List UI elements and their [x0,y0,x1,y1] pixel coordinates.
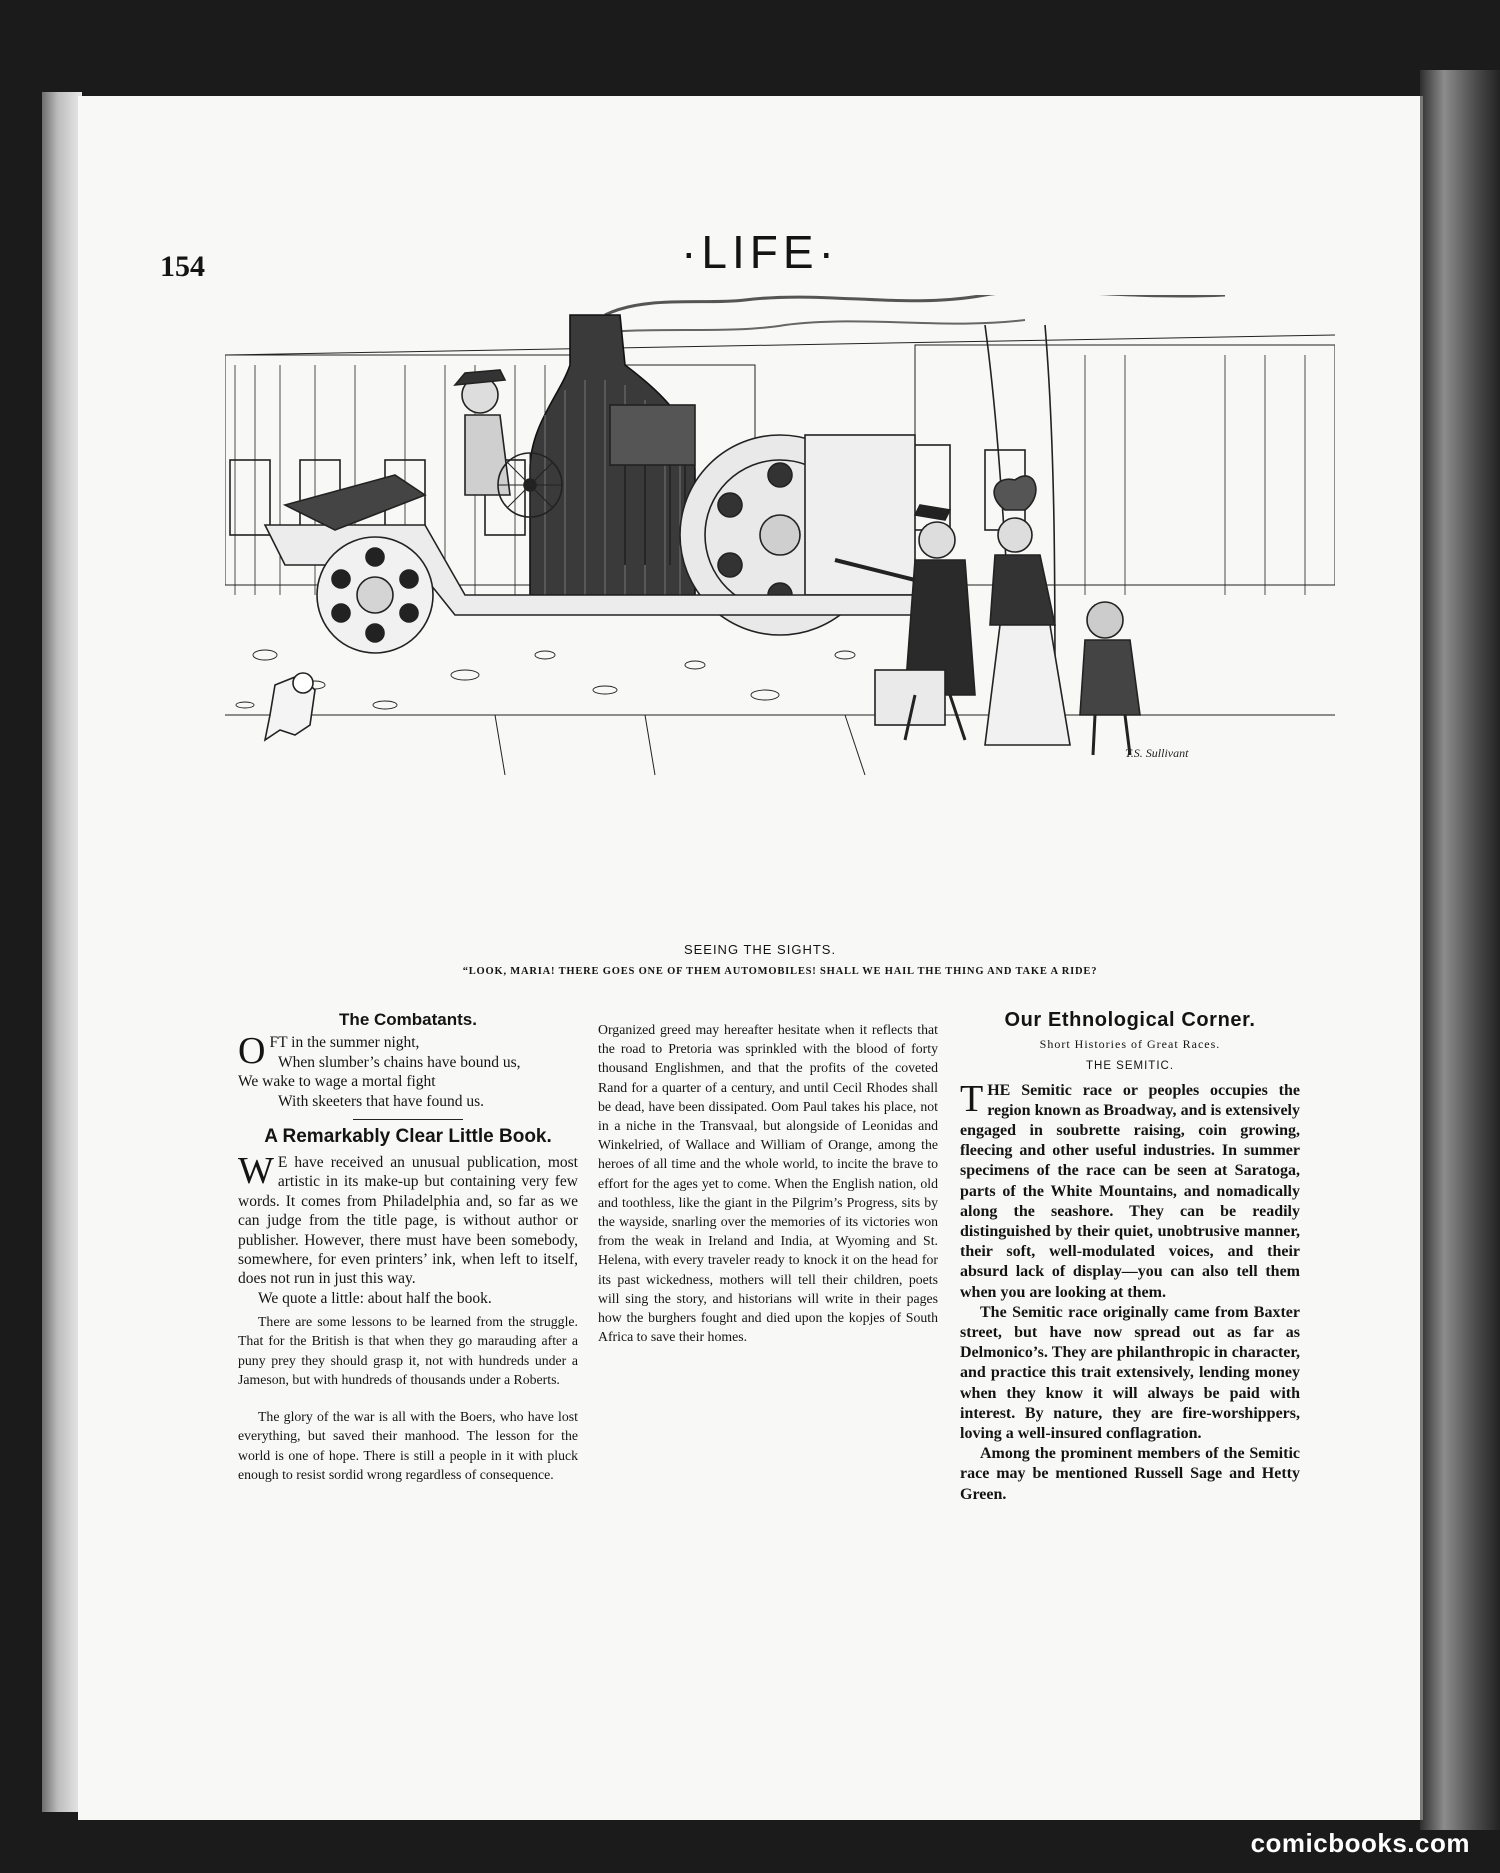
poem-line: With skeeters that have found us. [278,1092,484,1110]
book-quote: There are some lessons to be learned from the struggle. That for the British is that when they go marauding after a puny prey they should grasp it, not with hundreds under a Jameson, but with hundreds of thousands under a Roberts. [238,1314,578,1387]
section-divider [353,1119,463,1120]
drop-cap: O [238,1030,266,1073]
ethnology-title: Our Ethnological Corner. [1004,1009,1256,1031]
poem-line: We wake to wage a mortal fight [238,1073,436,1091]
book-paragraph: W E have received an unusual publication, most artistic in its make-up but containing very few words. It comes from Philadelphia and, so far as we can judge from the title page, is without author or publisher. However, there must have been somebody, somewhere, for even printers’ ink, when left to itself, does not run in just this way. [238,1150,578,1288]
combatants-title: The Combatants. [339,1010,477,1029]
ethnology-paragraph: The Semitic race originally came from Baxter street, but have now spread out as far as Delmonico’s. They are philanthropic in character, and practice this trait extensively, lending money when they know it will always be paid with interest. By nature, they are fire-worshippers, loving a well-insured conflagration. [960,1303,1300,1443]
book-spine [42,92,82,1812]
column-middle [598,1020,938,1346]
cartoon-illustration [225,295,1335,917]
ethnology-section: THE SEMITIC. [1085,1060,1175,1073]
steam-automobile-drawing [225,295,1335,917]
book-quote: The glory of the war is all with the Boers, who have lost everything, but saved their manhood. The lesson for the world is one of hope. There is still a people in it with pluck enough to resist sordid wrong regardless of consequence. [238,1409,578,1482]
next-page-edge [1420,70,1500,1830]
book-quote: Organized greed may hereafter hesitate when it reflects that the road to Pretoria was sprinkled with the blood of forty thousand Englishmen, and that the profits of the coveted Rand for a quarter of a century, and until Cecil Rhodes shall be dead, have been dissipated. Oom Paul takes his place, not in a niche in the Transvaal, but alongside of Leonidas and Winkelried, of Wallace and William of Orange, among the heroes of all time and the whole world, to incite the brave to effort for the ages yet to come. When the English nation, old and toothless, like the giant in the Pilgrim’s Progress, sits by the wayside, snarling over the memories of its victories won from the weak in Ireland and India, at Wyoming and St. Helena, with every traveler ready to knock it on the head for its past wickedness, mothers will tell their children, poets will sing the story, and historians will write in their pages how the burghers fought and died upon the kopjes of South Africa to save their homes. [598,1022,938,1345]
poem-line: FT in the summer night, [269,1034,420,1052]
drop-cap: W [238,1150,274,1193]
ethnology-paragraph: THE Semitic race or peoples occupies the region known as Broadway, and is extensively engaged in soubrette raising, coin growing, fleecing and other useful industries. In summer specimens of the race can be seen at Saratoga, parts of the White Mountains, and nomadically along the seashore. They can be readily distinguished by their quiet, unobtrusive manner, their soft, well-modulated voices, and their absurd lack of display—you can also tell them when you are looking at them. [960,1077,1300,1301]
column-left [238,1010,578,1484]
combatants-poem [238,1030,578,1111]
cartoon-caption: “LOOK, MARIA! THERE GOES ONE OF THEM AUTOMOBILES! SHALL WE HAIL THE THING AND TAKE A RIDE? [462,966,1098,977]
masthead: ·LIFE· [681,226,839,278]
column-right [960,1010,1300,1505]
page-number: 154 [160,250,205,283]
book-paragraph: We quote a little: about half the book. [258,1289,492,1307]
source-watermark: comicbooks.com [1250,1828,1470,1858]
ethnology-subtitle: Short Histories of Great Races. [1039,1037,1221,1052]
artist-signature: T.S. Sullivant [1125,746,1189,760]
cartoon-title: SEEING THE SIGHTS. [683,942,837,957]
ethnology-paragraph: Among the prominent members of the Semitic race may be mentioned Russell Sage and Hetty Green. [960,1445,1300,1503]
book-review-title: A Remarkably Clear Little Book. [264,1126,552,1148]
drop-cap: T [960,1077,984,1120]
poem-line: When slumber’s chains have bound us, [278,1053,521,1071]
